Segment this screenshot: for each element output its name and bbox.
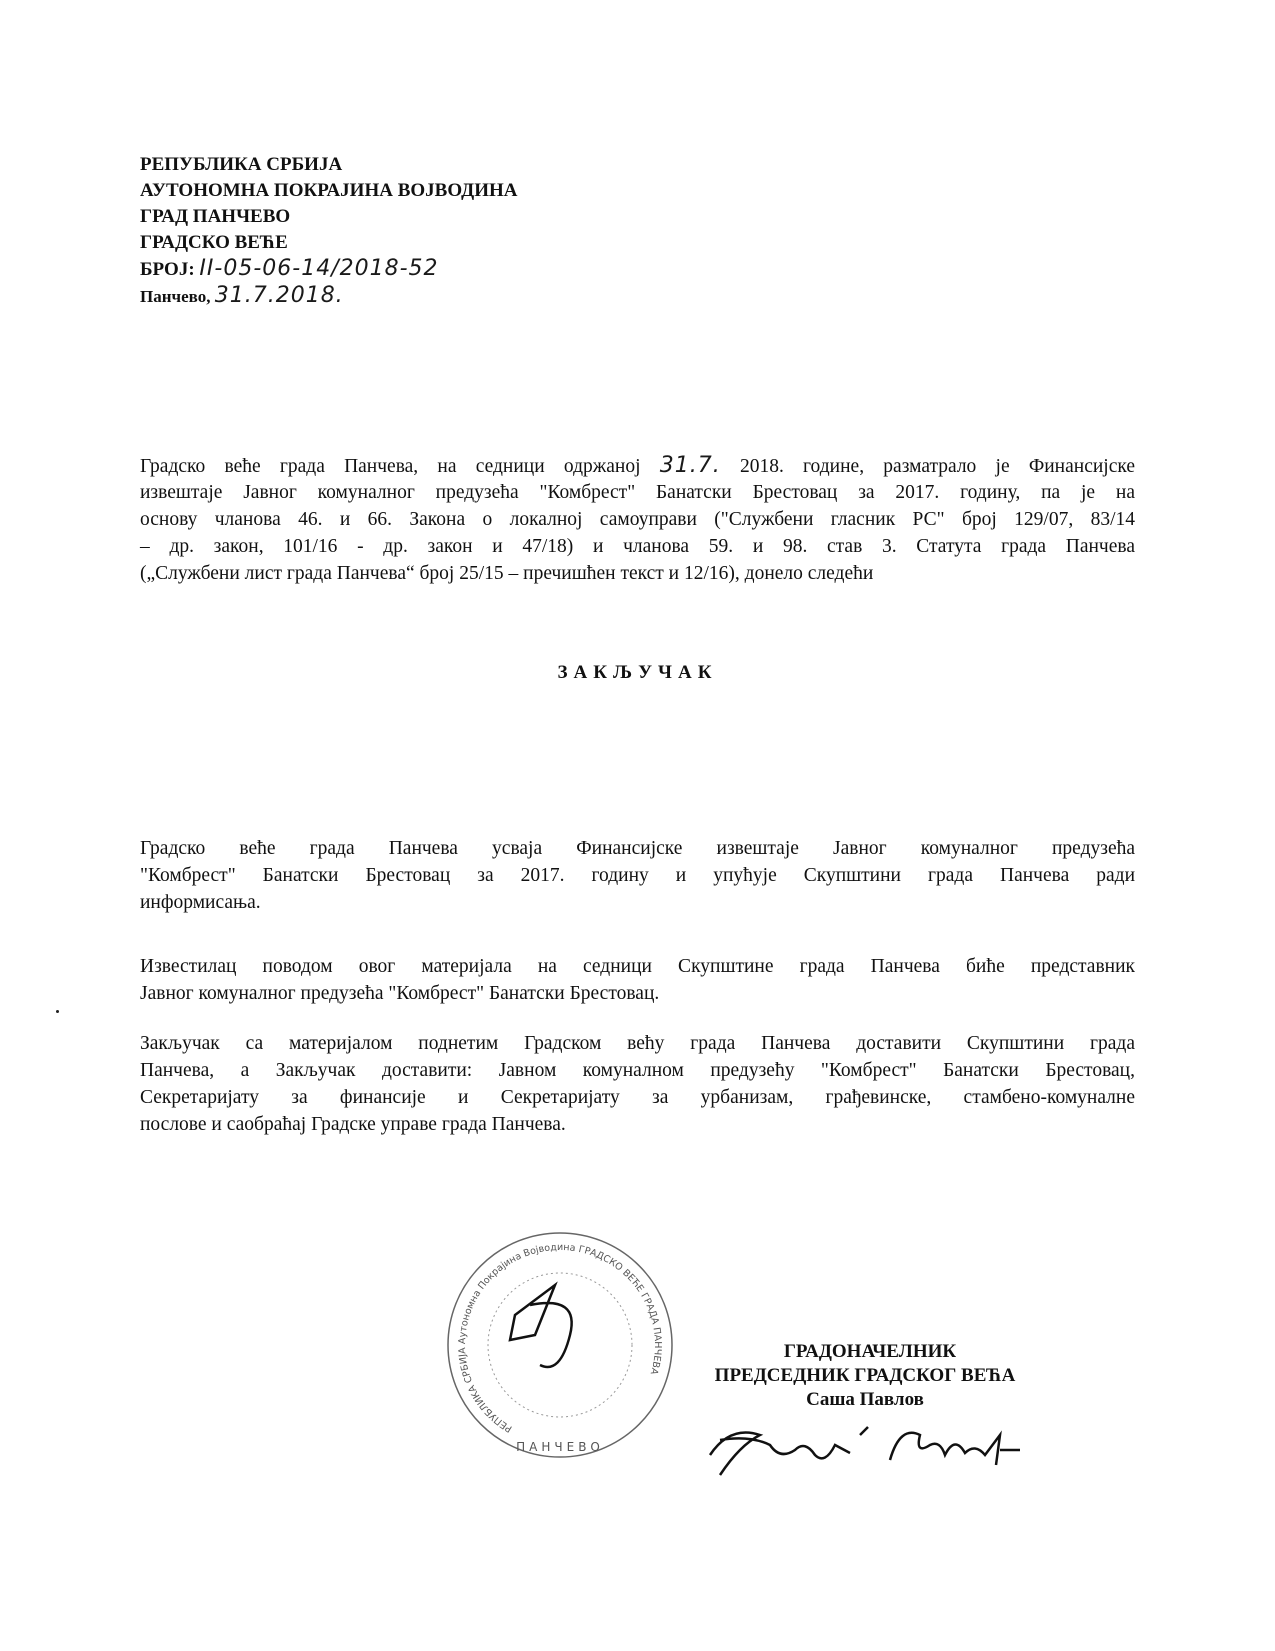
intro-line: – др. закон, 101/16 - др. закон и 47/18) и чланова 59. и 98. став 3. Статута града Панчева: [140, 536, 1135, 557]
session-date-handwritten: 31.7.: [659, 453, 721, 478]
conclusion-paragraph-2: [140, 953, 1135, 1007]
place-label: Панчево,: [140, 287, 211, 306]
conclusion-paragraph-3: [140, 1030, 1135, 1138]
signature-title-president: ПРЕДСЕДНИК ГРАДСКОГ ВЕЋА: [714, 1365, 1016, 1386]
line: "Комбрест" Банатски Брестовац за 2017. годину и упућује Скупштини града Панчева ради: [140, 865, 1135, 886]
intro-paragraph: [140, 452, 1135, 587]
text: Градско веће града Панчева, на седници одржаној: [140, 456, 660, 477]
line: Закључак са материјалом поднетим Градском већу града Панчева доставити Скупштини града: [140, 1033, 1135, 1054]
line: Јавног комуналног предузећа "Комбрест" Банатски Брестовац.: [140, 983, 660, 1004]
header-line-city: ГРАД ПАНЧЕВО: [140, 206, 291, 227]
number-label: БРОЈ:: [140, 259, 195, 280]
number-handwritten: II-05-06-14/2018-52: [199, 256, 439, 281]
line: Градско веће града Панчева усваја Финансијске извештаје Јавног комуналног предузећа: [140, 838, 1135, 859]
header-line-country: РЕПУБЛИКА СРБИЈА: [140, 154, 343, 175]
document-date: [140, 283, 518, 310]
intro-line: основу чланова 46. и 66. Закона о локалној самоуправи ("Службени гласник РС" број 129/07, 83/14: [140, 509, 1135, 530]
date-handwritten: 31.7.2018.: [214, 283, 344, 308]
document-title: ЗАКЉУЧАК: [557, 662, 718, 683]
intro-line: извештаје Јавног комуналног предузећа "Комбрест" Банатски Брестовац за 2017. годину, па је на: [140, 482, 1135, 503]
stamp-bottom-text: ПАНЧЕВО: [516, 1440, 604, 1454]
conclusion-paragraph-1: [140, 835, 1135, 916]
line: Панчева, а Закључак доставити: Јавном комуналном предузећу "Комбрест" Банатски Брестовац,: [140, 1060, 1135, 1081]
intro-line: („Службени лист града Панчева“ број 25/15 – пречишћен текст и 12/16), донело следећи: [140, 563, 874, 584]
signatory-name: Саша Павлов: [806, 1389, 924, 1410]
header-line-province: АУТОНОМНА ПОКРАЈИНА ВОЈВОДИНА: [140, 180, 518, 201]
header: [140, 152, 518, 310]
signature-title-mayor: ГРАДОНАЧЕЛНИК: [783, 1341, 957, 1362]
stamp-text: РЕПУБЛИКА СРБИЈА Аутономна Покрајина Војводина ГРАДСКО ВЕЋЕ ГРАДА ПАНЧЕВА: [456, 1242, 664, 1435]
svg-text:РЕПУБЛИКА СРБИЈА Аутономна Пок: [457, 1242, 663, 1434]
line: Известилац поводом овог материјала на седници Скупштине града Панчева биће представник: [140, 956, 1135, 977]
line: послове и саобраћај Градске управе града Панчева.: [140, 1114, 566, 1135]
header-line-council: ГРАДСКО ВЕЋЕ: [140, 232, 288, 253]
intro-line: [140, 452, 1135, 479]
line: информисања.: [140, 892, 261, 913]
scan-speck: [56, 1010, 59, 1013]
official-stamp: [440, 1225, 680, 1465]
document-number: [140, 256, 518, 283]
signature-block: [690, 1340, 1040, 1412]
handwritten-signature: [700, 1415, 1040, 1485]
line: Секретаријату за финансије и Секретаријату за урбанизам, грађевинске, стамбено-комуналне: [140, 1087, 1135, 1108]
text: 2018. године, разматрало је Финансијске: [720, 456, 1135, 477]
